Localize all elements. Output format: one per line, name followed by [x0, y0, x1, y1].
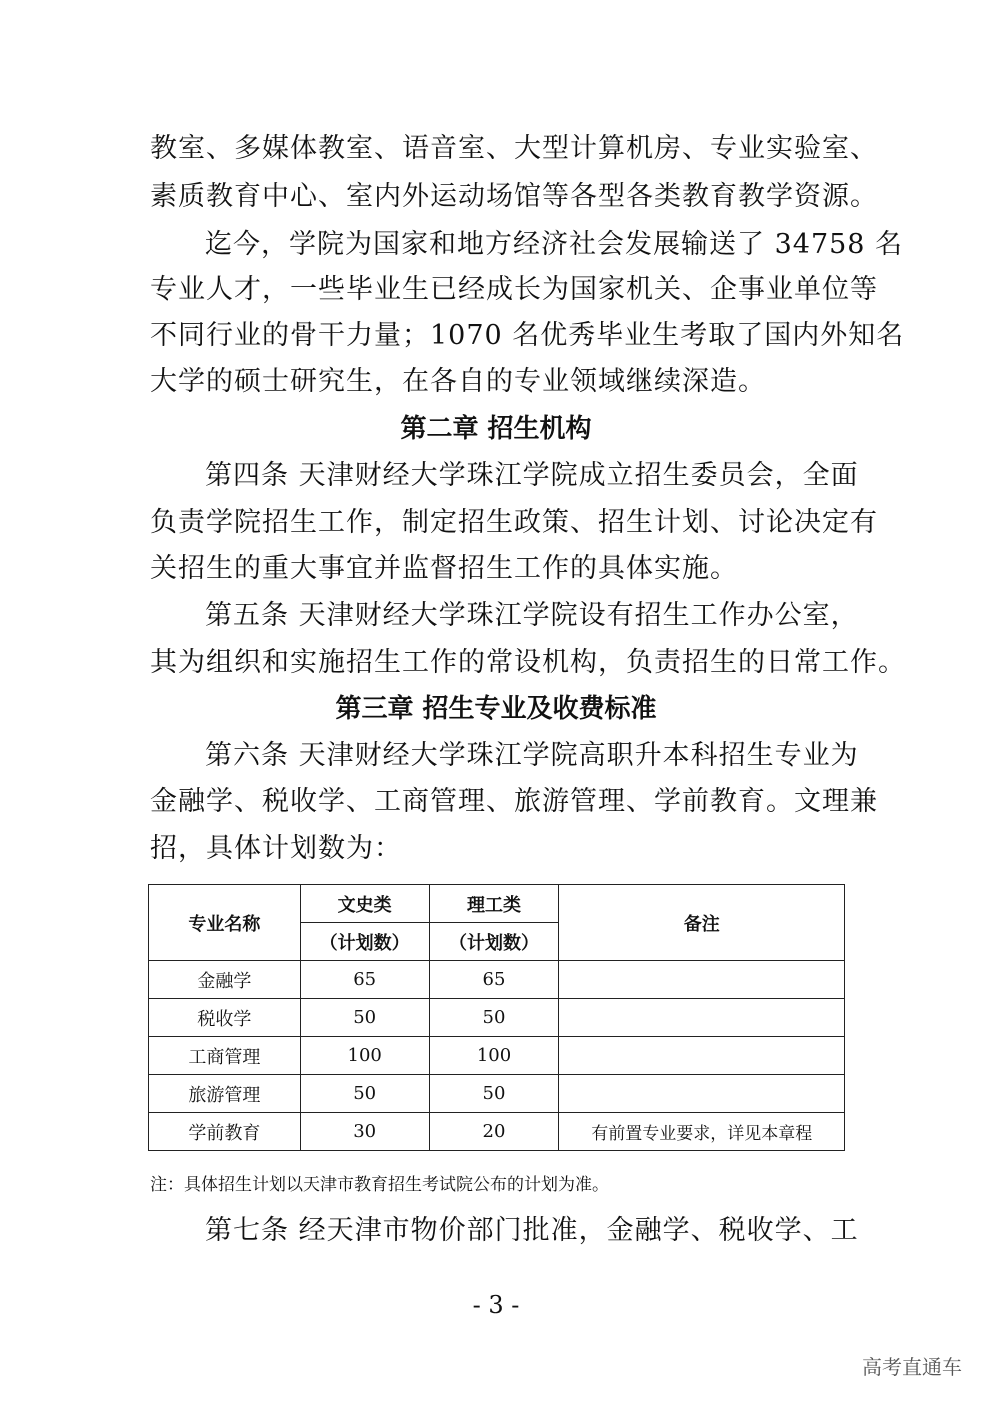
cell-science: 65: [429, 961, 559, 999]
paragraph-line: 金融学、税收学、工商管理、旅游管理、学前教育。文理兼: [150, 786, 878, 817]
cell-major: 金融学: [149, 961, 301, 999]
table-row: [149, 999, 845, 1037]
paragraph-line: 大学的硕士研究生，在各自的专业领域继续深造。: [150, 366, 766, 397]
cell-science: 50: [429, 999, 559, 1037]
watermark: 高考直通车: [862, 1355, 962, 1379]
paragraph-line: 招，具体计划数为：: [150, 833, 402, 864]
chapter-heading: 第三章 招生专业及收费标准: [335, 694, 657, 724]
paragraph-line: 其为组织和实施招生工作的常设机构，负责招生的日常工作。: [150, 647, 906, 678]
paragraph-line: 教室、多媒体教室、语音室、大型计算机房、专业实验室、: [150, 133, 878, 164]
cell-science: 50: [429, 1075, 559, 1113]
table-row: [149, 1113, 845, 1151]
header-arts-sub: （计划数）: [300, 923, 429, 961]
paragraph-line: 不同行业的骨干力量；1070 名优秀毕业生考取了国内外知名: [150, 320, 905, 351]
table-row: [149, 961, 845, 999]
paragraph-line: 负责学院招生工作，制定招生政策、招生计划、讨论决定有: [150, 507, 878, 538]
header-arts: 文史类: [300, 885, 429, 923]
page-number: - 3 -: [472, 1291, 520, 1319]
table-row: [149, 1075, 845, 1113]
paragraph-line: 关招生的重大事宜并监督招生工作的具体实施。: [150, 553, 738, 584]
paragraph-line: 第六条 天津财经大学珠江学院高职升本科招生专业为: [205, 740, 859, 771]
cell-major: 工商管理: [149, 1037, 301, 1075]
cell-arts: 65: [300, 961, 429, 999]
cell-remark: [559, 1037, 845, 1075]
paragraph-line: 第四条 天津财经大学珠江学院成立招生委员会，全面: [205, 460, 859, 491]
cell-arts: 50: [300, 999, 429, 1037]
enrollment-plan-table: [148, 884, 845, 1151]
cell-remark: 有前置专业要求，详见本章程: [559, 1113, 845, 1151]
cell-science: 100: [429, 1037, 559, 1075]
paragraph-line: 专业人才，一些毕业生已经成长为国家机关、企事业单位等: [150, 274, 878, 305]
paragraph-line: 素质教育中心、室内外运动场馆等各型各类教育教学资源。: [150, 181, 878, 212]
table-footnote: 注：具体招生计划以天津市教育招生考试院公布的计划为准。: [150, 1175, 609, 1195]
header-science: 理工类: [429, 885, 559, 923]
cell-arts: 100: [300, 1037, 429, 1075]
cell-science: 20: [429, 1113, 559, 1151]
header-remark: 备注: [559, 885, 845, 961]
cell-major: 学前教育: [149, 1113, 301, 1151]
chapter-heading: 第二章 招生机构: [400, 414, 592, 444]
paragraph-line: 第七条 经天津市物价部门批准，金融学、税收学、工: [205, 1215, 859, 1246]
header-science-sub: （计划数）: [429, 923, 559, 961]
cell-arts: 30: [300, 1113, 429, 1151]
paragraph-line: 第五条 天津财经大学珠江学院设有招生工作办公室，: [205, 600, 859, 631]
cell-remark: [559, 1075, 845, 1113]
cell-remark: [559, 961, 845, 999]
cell-major: 税收学: [149, 999, 301, 1037]
cell-major: 旅游管理: [149, 1075, 301, 1113]
paragraph-line: 迄今，学院为国家和地方经济社会发展输送了 34758 名: [205, 229, 904, 260]
cell-arts: 50: [300, 1075, 429, 1113]
table-row: [149, 1037, 845, 1075]
header-major: 专业名称: [149, 885, 301, 961]
cell-remark: [559, 999, 845, 1037]
